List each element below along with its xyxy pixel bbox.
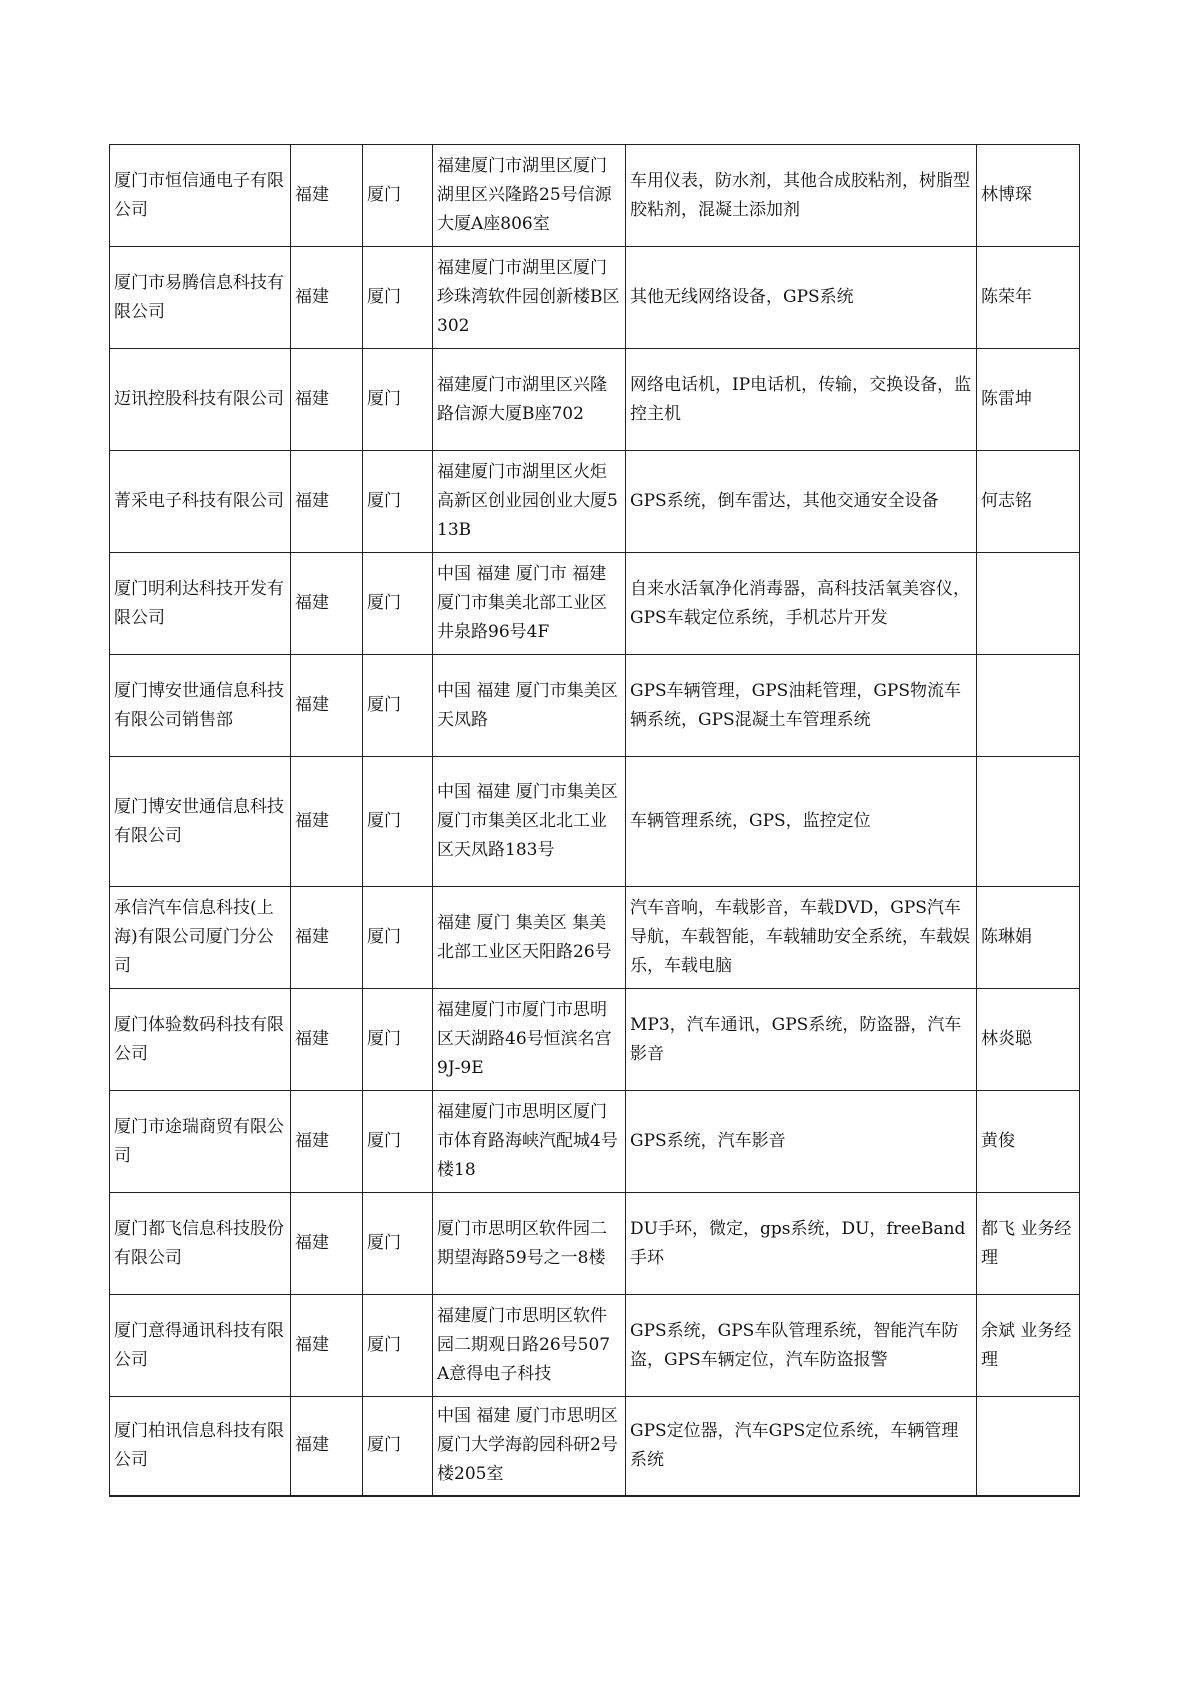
province: 福建 [291,1397,363,1496]
province: 福建 [291,1091,363,1193]
province: 福建 [291,553,363,655]
table-row [110,349,1080,451]
products: MP3，汽车通讯，GPS系统，防盗器，汽车影音 [626,989,977,1091]
table-row [110,1295,1080,1397]
address: 福建厦门市湖里区火炬高新区创业园创业大厦513B [433,451,626,553]
city: 厦门 [363,145,433,247]
table-row [110,1091,1080,1193]
company-name: 厦门市途瑞商贸有限公司 [110,1091,291,1193]
province: 福建 [291,757,363,887]
contact-person: 陈荣年 [977,247,1080,349]
city: 厦门 [363,451,433,553]
table-row [110,553,1080,655]
address: 福建厦门市思明区软件园二期观日路26号507A意得电子科技 [433,1295,626,1397]
company-name: 厦门博安世通信息科技有限公司销售部 [110,655,291,757]
contact-person: 陈琳娟 [977,887,1080,989]
province: 福建 [291,247,363,349]
company-name: 厦门市易腾信息科技有限公司 [110,247,291,349]
address: 福建厦门市湖里区厦门珍珠湾软件园创新楼B区302 [433,247,626,349]
address: 福建厦门市厦门市思明区天湖路46号恒滨名宫9J-9E [433,989,626,1091]
city: 厦门 [363,887,433,989]
products: 车辆管理系统，GPS，监控定位 [626,757,977,887]
company-table [109,144,1080,1497]
table-row [110,451,1080,553]
contact-person [977,553,1080,655]
company-name: 厦门市恒信通电子有限公司 [110,145,291,247]
company-name: 承信汽车信息科技(上海)有限公司厦门分公司 [110,887,291,989]
address: 中国 福建 厦门市 福建厦门市集美北部工业区井泉路96号4F [433,553,626,655]
province: 福建 [291,145,363,247]
table-row [110,145,1080,247]
city: 厦门 [363,655,433,757]
products: GPS系统，汽车影音 [626,1091,977,1193]
contact-person [977,757,1080,887]
company-name: 厦门柏讯信息科技有限公司 [110,1397,291,1496]
table-row [110,887,1080,989]
province: 福建 [291,887,363,989]
city: 厦门 [363,989,433,1091]
products: 网络电话机，IP电话机，传输，交换设备，监控主机 [626,349,977,451]
contact-person: 都飞 业务经理 [977,1193,1080,1295]
address: 中国 福建 厦门市思明区 厦门大学海韵园科研2号楼205室 [433,1397,626,1496]
contact-person: 黄俊 [977,1091,1080,1193]
contact-person: 林炎聪 [977,989,1080,1091]
table-row [110,757,1080,887]
company-name: 迈讯控股科技有限公司 [110,349,291,451]
contact-person: 何志铭 [977,451,1080,553]
address: 福建厦门市湖里区厦门湖里区兴隆路25号信源大厦A座806室 [433,145,626,247]
province: 福建 [291,1193,363,1295]
products: GPS车辆管理，GPS油耗管理，GPS物流车辆系统，GPS混凝土车管理系统 [626,655,977,757]
city: 厦门 [363,1091,433,1193]
city: 厦门 [363,247,433,349]
province: 福建 [291,655,363,757]
province: 福建 [291,989,363,1091]
contact-person: 陈雷坤 [977,349,1080,451]
city: 厦门 [363,1295,433,1397]
table-row [110,1397,1080,1496]
address: 福建厦门市湖里区兴隆路信源大厦B座702 [433,349,626,451]
products: 车用仪表，防水剂，其他合成胶粘剂，树脂型胶粘剂，混凝土添加剂 [626,145,977,247]
city: 厦门 [363,1397,433,1496]
company-name: 厦门意得通讯科技有限公司 [110,1295,291,1397]
address: 福建厦门市思明区厦门市体育路海峡汽配城4号楼18 [433,1091,626,1193]
products: 其他无线网络设备，GPS系统 [626,247,977,349]
city: 厦门 [363,1193,433,1295]
province: 福建 [291,451,363,553]
address: 中国 福建 厦门市集美区 天凤路 [433,655,626,757]
city: 厦门 [363,553,433,655]
province: 福建 [291,1295,363,1397]
company-name: 厦门都飞信息科技股份有限公司 [110,1193,291,1295]
company-name: 厦门明利达科技开发有限公司 [110,553,291,655]
address: 厦门市思明区软件园二期望海路59号之一8楼 [433,1193,626,1295]
address: 福建 厦门 集美区 集美北部工业区天阳路26号 [433,887,626,989]
company-name: 菁采电子科技有限公司 [110,451,291,553]
table-row [110,1193,1080,1295]
table-row [110,655,1080,757]
products: GPS定位器，汽车GPS定位系统，车辆管理系统 [626,1397,977,1496]
company-name: 厦门博安世通信息科技有限公司 [110,757,291,887]
products: 自来水活氧净化消毒器，高科技活氧美容仪，GPS车载定位系统，手机芯片开发 [626,553,977,655]
products: GPS系统，GPS车队管理系统，智能汽车防盗，GPS车辆定位，汽车防盗报警 [626,1295,977,1397]
city: 厦门 [363,349,433,451]
province: 福建 [291,349,363,451]
contact-person [977,1397,1080,1496]
products: DU手环，微定，gps系统，DU，freeBand手环 [626,1193,977,1295]
products: 汽车音响，车载影音，车载DVD，GPS汽车导航，车载智能，车载辅助安全系统，车载娱乐，车载电脑 [626,887,977,989]
contact-person: 林博琛 [977,145,1080,247]
table-row [110,989,1080,1091]
contact-person: 余斌 业务经理 [977,1295,1080,1397]
products: GPS系统，倒车雷达，其他交通安全设备 [626,451,977,553]
company-name: 厦门体验数码科技有限公司 [110,989,291,1091]
city: 厦门 [363,757,433,887]
contact-person [977,655,1080,757]
address: 中国 福建 厦门市集美区 厦门市集美区北北工业区天凤路183号 [433,757,626,887]
table-row [110,247,1080,349]
